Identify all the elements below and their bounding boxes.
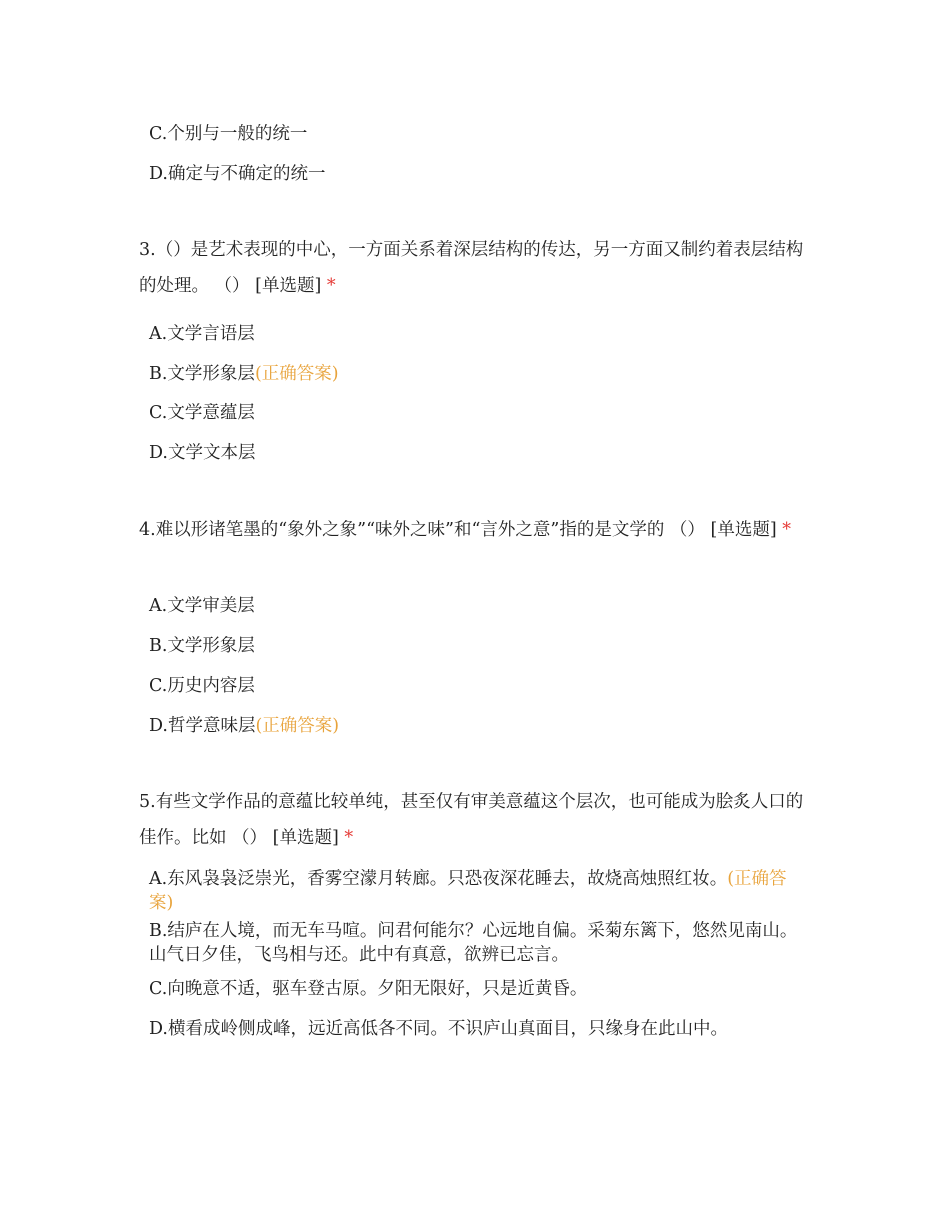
option-label: C.向晚意不适，驱车登古原。夕阳无限好，只是近黄昏。 — [149, 979, 588, 999]
correct-answer-tag: (正确答案) — [255, 716, 340, 736]
correct-answer-tag: (正确答案) — [254, 364, 339, 384]
q3-option-c — [149, 401, 809, 425]
q5-option-a — [149, 867, 809, 915]
option-label: D.哲学意味层 — [149, 716, 256, 736]
q4-option-a — [149, 594, 809, 618]
q5-question-title — [139, 784, 814, 856]
option-label: C.文学意蕴层 — [149, 403, 255, 423]
option-label: C.个别与一般的统一 — [149, 124, 308, 144]
q3-question-title — [139, 232, 814, 304]
option-label: A.东风袅袅泛崇光，香雾空濛月转廊。只恐夜深花睡去，故烧高烛照红妆。 — [149, 869, 728, 889]
q5-option-c — [149, 977, 809, 1001]
required-mark: * — [782, 520, 791, 540]
q4-option-d — [149, 714, 809, 738]
q2-option-c — [149, 122, 809, 146]
option-label: D.文学文本层 — [149, 443, 256, 463]
correct-answer-tag: (正确答案) — [149, 869, 787, 913]
q5-option-d — [149, 1017, 809, 1041]
option-label: A.文学言语层 — [149, 324, 255, 344]
q5-option-b — [149, 919, 809, 967]
question-text: 5.有些文学作品的意蕴比较单纯，甚至仅有审美意蕴这个层次，也可能成为脍炙人口的佳作。比如 （） [单选题] — [139, 792, 804, 848]
q4-option-c — [149, 674, 809, 698]
q2-option-d — [149, 162, 809, 186]
question-text: 3.（）是艺术表现的中心，一方面关系着深层结构的传达，另一方面又制约着表层结构的处理。 （） [单选题] — [139, 240, 804, 296]
option-label: A.文学审美层 — [149, 596, 255, 616]
option-label: C.历史内容层 — [149, 676, 255, 696]
q4-question-title — [139, 512, 814, 548]
option-label: B.文学形象层 — [149, 636, 255, 656]
required-mark: * — [326, 276, 336, 296]
q3-option-b — [149, 362, 809, 386]
option-label: D.确定与不确定的统一 — [149, 164, 326, 184]
q3-option-a — [149, 322, 809, 346]
option-label: B.结庐在人境，而无车马喧。问君何能尔？心远地自偏。采菊东篱下，悠然见南山。山气日夕佳，飞鸟相与还。此中有真意，欲辨已忘言。 — [149, 921, 798, 965]
q4-option-b — [149, 634, 809, 658]
question-text: 4.难以形诸笔墨的“象外之象”“味外之味”和“言外之意”指的是文学的 （） [单选题] — [139, 520, 777, 540]
option-label: B.文学形象层 — [149, 364, 255, 384]
required-mark: * — [344, 828, 354, 848]
option-label: D.横看成岭侧成峰，远近高低各不同。不识庐山真面目，只缘身在此山中。 — [149, 1019, 728, 1039]
q3-option-d — [149, 441, 809, 465]
